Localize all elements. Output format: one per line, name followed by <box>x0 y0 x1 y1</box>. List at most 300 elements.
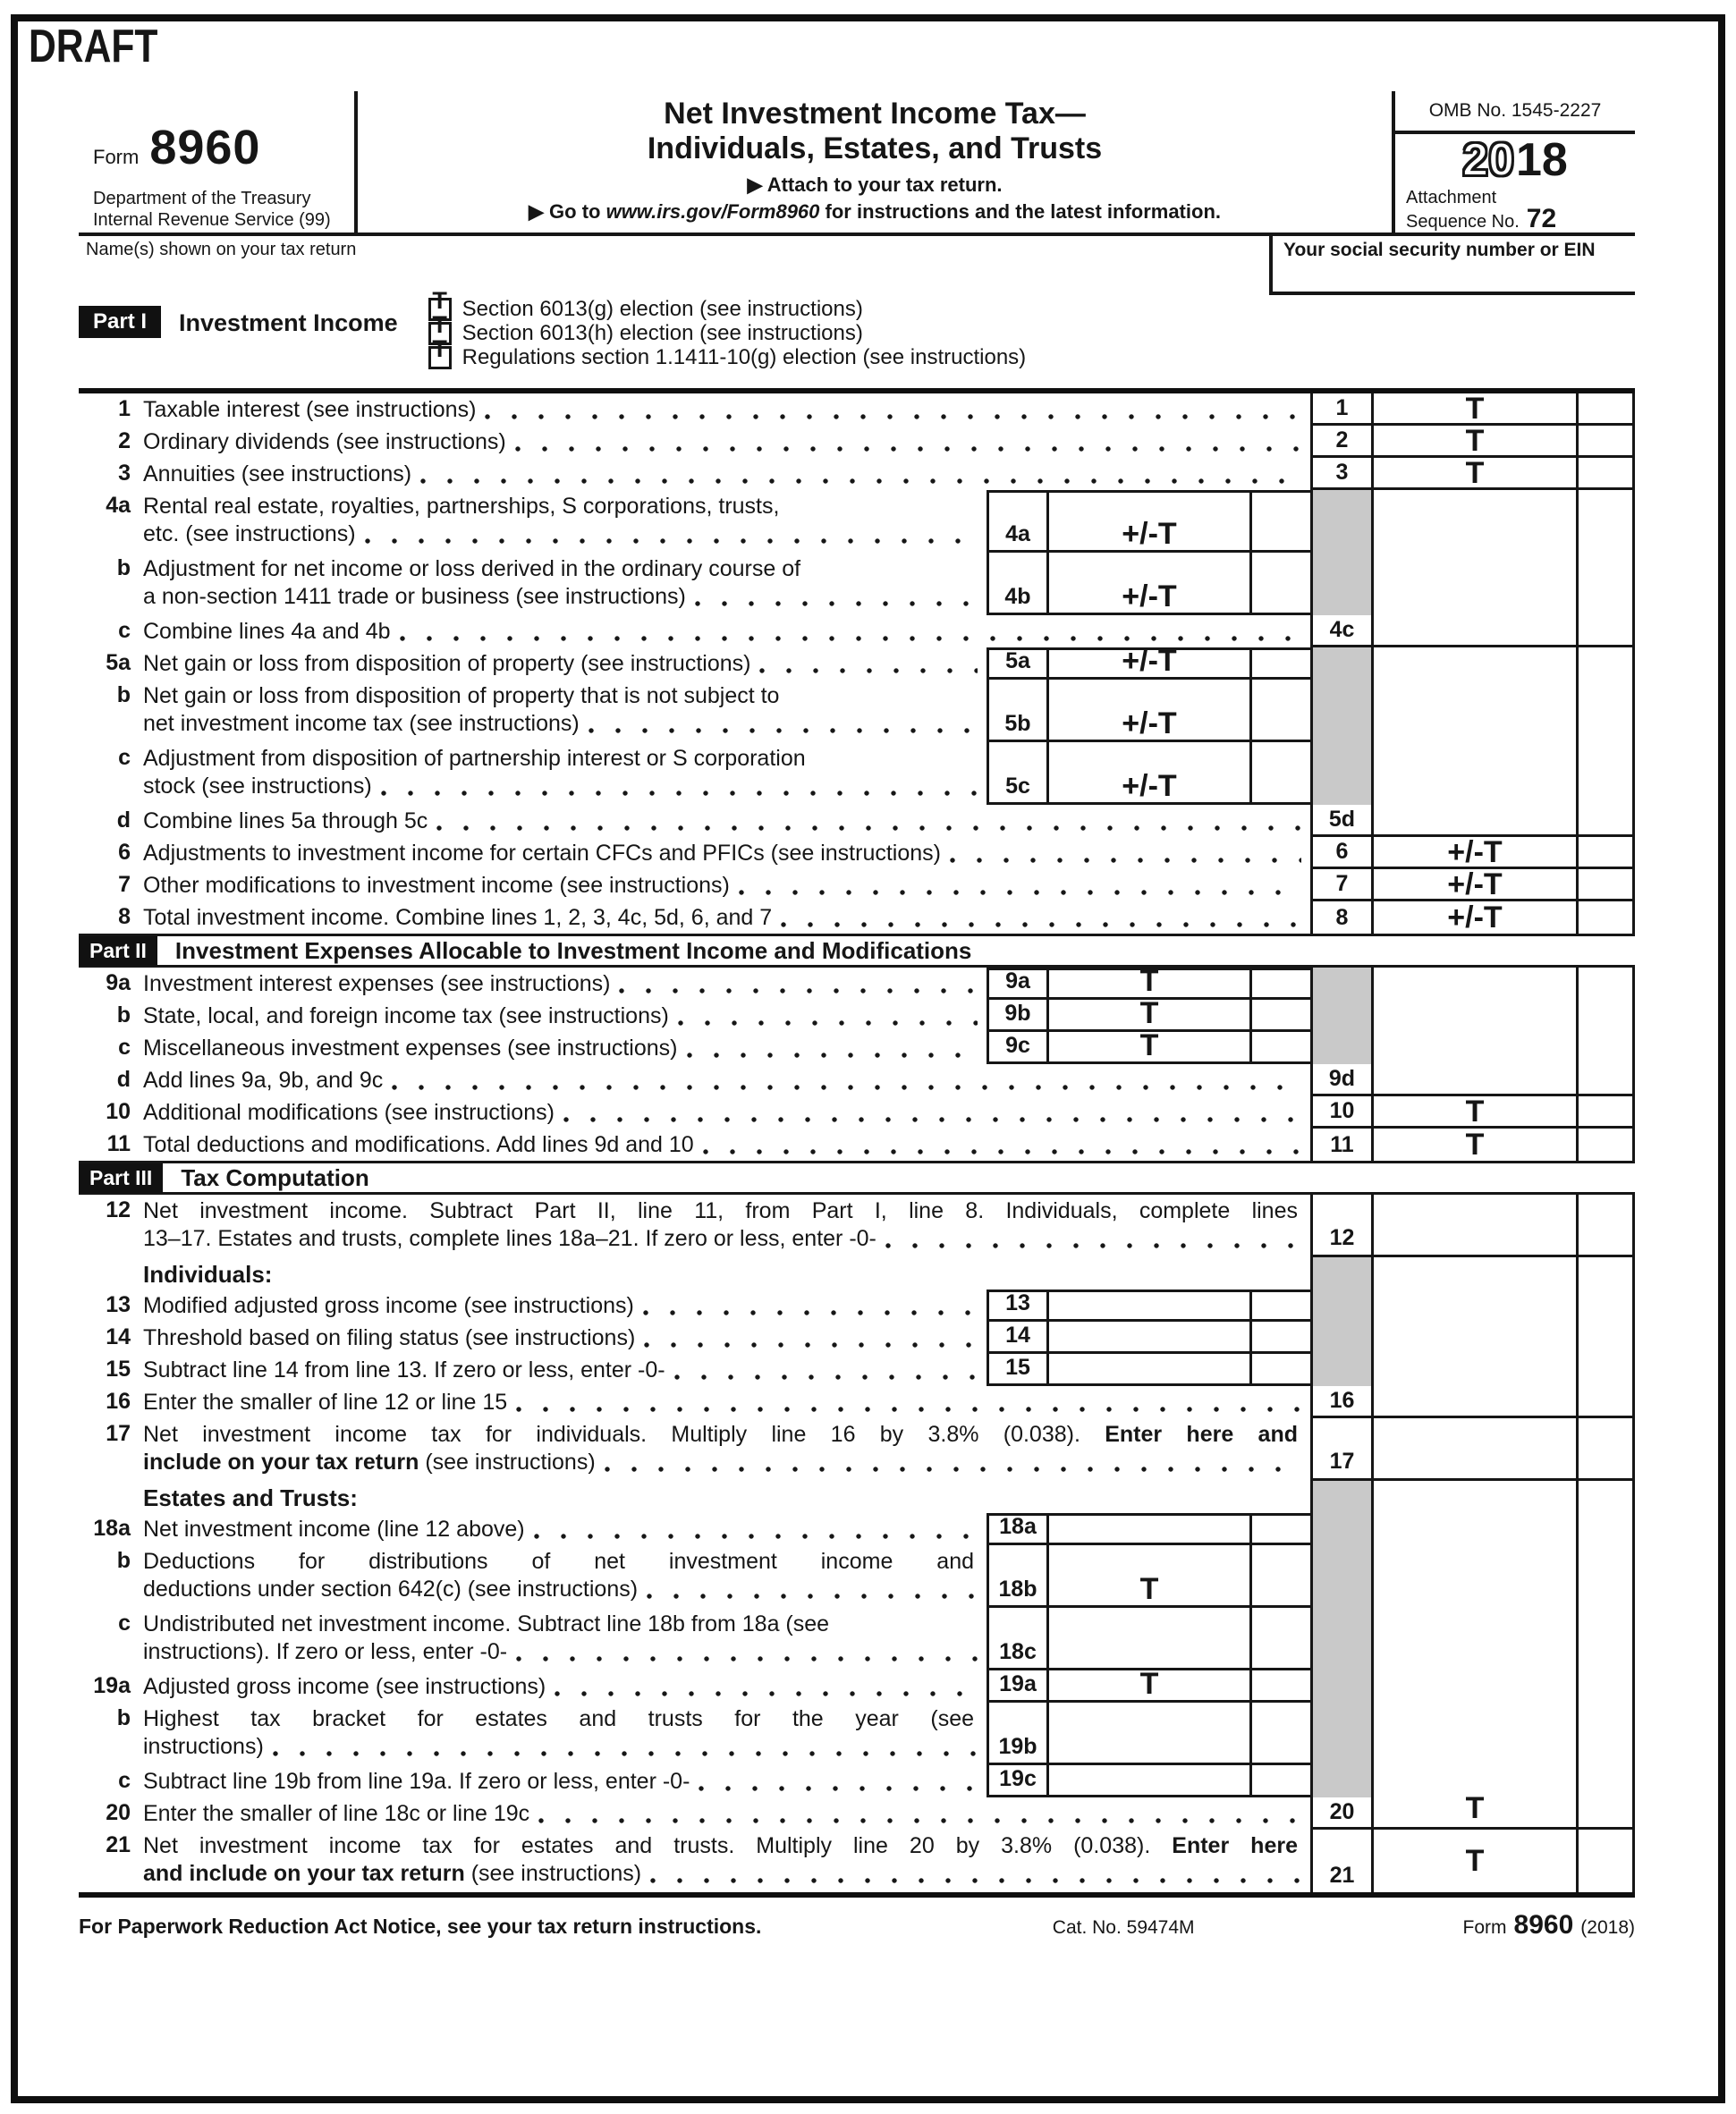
line-13-row <box>79 1290 1310 1322</box>
t-mark: T <box>1465 455 1485 490</box>
estates-heading: Estates and Trusts: <box>143 1484 358 1511</box>
line-11-row <box>79 1129 1635 1161</box>
line-5d-box-label-column <box>1310 647 1371 837</box>
part-3-title: Tax Computation <box>181 1163 369 1191</box>
line-20-box-label: 20 <box>1329 1799 1355 1824</box>
t-mark: T <box>432 334 447 362</box>
line-5d-row <box>79 805 1310 837</box>
line-number: d <box>116 1067 131 1092</box>
line-description: Miscellaneous investment expenses (see instructions) <box>143 1036 678 1061</box>
line-number: c <box>118 1611 131 1636</box>
line-9b-box-label: 9b <box>987 1000 1046 1032</box>
plus-minus-t-mark: +/-T <box>1122 517 1177 551</box>
tax-year-bold: 18 <box>1516 134 1568 186</box>
part-2-header <box>79 934 1635 968</box>
line-6-cents-cell[interactable] <box>1576 837 1635 869</box>
line-3-cents-cell[interactable] <box>1576 458 1635 490</box>
line-number: c <box>118 1035 131 1060</box>
form-number: 8960 <box>149 121 261 174</box>
line-number: 16 <box>106 1389 131 1414</box>
footer-form-year: (2018) <box>1580 1917 1635 1938</box>
line-5b-box-label: 5b <box>987 680 1046 742</box>
line-description: Adjustment for net income or loss derived in the ordinary course of <box>143 556 801 581</box>
line-12-row: 12 Net investment income. Subtract Part II, line 11, from Part I, line 8. Individuals, complete lines 13–17. Estates and trusts, complete lines 18a–21. If zero or less, enter -0- 12 <box>79 1195 1635 1257</box>
plus-minus-t-mark: +/-T <box>1122 579 1177 613</box>
catalog-number: Cat. No. 59474M <box>1052 1917 1195 1938</box>
line-number: 12 <box>106 1197 131 1222</box>
line-description: Net gain or loss from disposition of property (see instructions) <box>143 651 751 676</box>
line-14-row <box>79 1322 1310 1354</box>
line-11-box-label: 11 <box>1310 1129 1371 1161</box>
line-17-amount-cell[interactable] <box>1371 1418 1576 1481</box>
line-18a-amount-cell[interactable] <box>1046 1513 1249 1545</box>
attachment-sequence: Attachment Sequence No. 72 <box>1406 188 1557 233</box>
tax-year-outline: 20 <box>1462 134 1514 186</box>
name-ssn-row <box>79 233 1635 295</box>
line-5a-row <box>79 644 1310 680</box>
line-3-box-label: 3 <box>1310 458 1371 490</box>
ssn-label: Your social security number or EIN <box>1283 240 1596 260</box>
line-21-row: 21 Net investment income tax for estates and trusts. Multiply line 20 by 3.8% (0.038). Enter here and include on your tax return (see instructions) 21 T <box>79 1830 1635 1892</box>
line-8-box-label: 8 <box>1310 901 1371 934</box>
dot-leader <box>950 858 1301 863</box>
line-4c-box-label-column <box>1310 490 1371 647</box>
dot-leader <box>605 1467 1301 1472</box>
line-description: Adjusted gross income (see instructions) <box>143 1674 546 1699</box>
individuals-heading: Individuals: <box>143 1261 273 1288</box>
dot-leader <box>643 1310 978 1315</box>
line-description: Enter the smaller of line 12 or line 15 <box>143 1390 508 1415</box>
shaded-cell <box>1313 968 1371 1064</box>
line-2-amount-cell[interactable] <box>1371 423 1576 458</box>
line-number: 18a <box>93 1516 131 1541</box>
line-4a-row: 4a Rental real estate, royalties, partnerships, S corporations, trusts, etc. (see instructions) 4a +/-T <box>79 490 1310 553</box>
shaded-cell <box>1313 647 1371 805</box>
line-number: 21 <box>106 1832 131 1857</box>
line-description: Undistributed net investment income. Subtract line 18b from 18a (see <box>143 1611 830 1636</box>
line-12-amount-cell[interactable] <box>1371 1195 1576 1257</box>
part-1-title: Investment Income <box>179 309 398 336</box>
line-4c-cents-cell[interactable] <box>1576 490 1635 647</box>
line-19a-amount-cell[interactable] <box>1046 1667 1249 1703</box>
line-description: Annuities (see instructions) <box>143 461 412 486</box>
t-checkbox-icon[interactable] <box>428 334 452 369</box>
line-description: Enter the smaller of line 18c or line 19c <box>143 1801 530 1826</box>
t-mark: T <box>1465 1094 1485 1129</box>
goto-note: ▶ Go to www.irs.gov/Form8960 for instructions and the latest information. <box>529 200 1221 223</box>
form-title-line1: Net Investment Income Tax— <box>664 97 1086 131</box>
line-21-cents-cell[interactable] <box>1576 1830 1635 1892</box>
line-4c-box-label: 4c <box>1329 617 1355 642</box>
line-number: b <box>116 1002 131 1027</box>
line-number: 3 <box>118 461 131 486</box>
line-number: c <box>118 745 131 770</box>
plus-minus-t-mark: +/-T <box>1122 706 1177 740</box>
line-19a-cents-cell[interactable] <box>1249 1670 1310 1703</box>
line-15-amount-cell[interactable] <box>1046 1354 1249 1386</box>
line-19b-amount-cell[interactable] <box>1046 1703 1249 1765</box>
line-number: 6 <box>118 840 131 865</box>
line-description: Combine lines 4a and 4b <box>143 619 391 644</box>
line-number: b <box>116 1705 131 1730</box>
line-15-box-label: 15 <box>987 1354 1046 1386</box>
part-1-header <box>79 286 1635 388</box>
t-mark: T <box>1139 1028 1159 1062</box>
line-1-row <box>79 393 1635 426</box>
line-19b-row: b Highest tax bracket for estates and trusts for the year (see instructions) 19b <box>79 1703 1310 1765</box>
form-title-block <box>358 91 1392 233</box>
line-9d-box-label: 9d <box>1328 1066 1356 1091</box>
line-14-box-label: 14 <box>987 1322 1046 1354</box>
line-1-box-label: 1 <box>1310 393 1371 426</box>
line-4a-box-label: 4a <box>987 490 1046 553</box>
line-14-amount-cell[interactable] <box>1046 1322 1249 1354</box>
line-7-cents-cell[interactable] <box>1576 869 1635 901</box>
line-description: Taxable interest (see instructions) <box>143 397 477 422</box>
line-number: 1 <box>118 396 131 421</box>
t-mark: T <box>432 310 447 338</box>
plus-minus-t-mark: +/-T <box>1447 867 1503 901</box>
line-2-box-label: 2 <box>1310 426 1371 458</box>
line-10-box-label: 10 <box>1310 1096 1371 1129</box>
line-16-box-label-column <box>1310 1257 1371 1418</box>
line-17-cents-cell[interactable] <box>1576 1418 1635 1481</box>
form-footer <box>79 1898 1635 1941</box>
line-1-cents-cell[interactable] <box>1576 393 1635 426</box>
dot-leader <box>273 1751 978 1756</box>
line-8-row <box>79 901 1635 934</box>
dot-leader <box>555 1691 978 1696</box>
dot-leader <box>436 825 1301 831</box>
name-label: Name(s) shown on your tax return <box>86 240 357 259</box>
dot-leader <box>619 988 978 994</box>
tax-year <box>1395 134 1635 186</box>
line-20-box-label-column <box>1310 1481 1371 1830</box>
line-5c-row: c Adjustment from disposition of partnership interest or S corporation stock (see instructions) 5c +/-T <box>79 742 1310 805</box>
line-3-row <box>79 455 1635 490</box>
form-header <box>79 91 1635 233</box>
dot-leader <box>678 1020 978 1026</box>
t-mark: T <box>1465 391 1485 426</box>
line-4a-amount-cell[interactable] <box>1046 490 1249 553</box>
line-13-amount-cell[interactable] <box>1046 1290 1249 1322</box>
dot-leader <box>516 1656 978 1662</box>
dot-leader <box>365 538 978 544</box>
line-number: 8 <box>118 904 131 929</box>
form-word: Form <box>93 146 140 168</box>
line-20-cents-cell[interactable] <box>1576 1481 1635 1830</box>
footer-form-id: Form 8960 (2018) <box>1462 1910 1635 1940</box>
line-9c-box-label: 9c <box>987 1032 1046 1064</box>
t-mark: T <box>1139 1667 1159 1701</box>
line-description: Rental real estate, royalties, partnerships, S corporations, trusts, <box>143 494 780 519</box>
line-description: Highest tax bracket for estates and trusts for the year (see <box>143 1706 974 1731</box>
shaded-cell <box>1313 490 1371 615</box>
line-18c-cents-cell[interactable] <box>1249 1608 1310 1670</box>
omb-year-block <box>1392 91 1635 233</box>
line-4c-amount-cell[interactable] <box>1371 490 1576 647</box>
line-16-cents-cell[interactable] <box>1576 1257 1635 1418</box>
footer-form-number: 8960 <box>1513 1910 1574 1940</box>
line-2-row <box>79 423 1635 458</box>
line-12-cents-cell[interactable] <box>1576 1195 1635 1257</box>
line-5c-cents-cell[interactable] <box>1249 742 1310 805</box>
line-number: 10 <box>106 1099 131 1124</box>
dot-leader <box>381 791 978 796</box>
line-19c-cents-cell[interactable] <box>1249 1765 1310 1797</box>
line-15-cents-cell[interactable] <box>1249 1354 1310 1386</box>
line-number: 4a <box>106 493 131 518</box>
line-description: Modified adjusted gross income (see instructions) <box>143 1293 634 1318</box>
dot-leader <box>420 478 1301 484</box>
line-5a-amount-cell[interactable] <box>1046 644 1249 680</box>
t-mark: T <box>1139 964 1159 998</box>
line-5a-box-label: 5a <box>987 647 1046 680</box>
line-9a-box-label: 9a <box>987 968 1046 1000</box>
line-number: 5a <box>106 650 131 675</box>
line-19a-box-label: 19a <box>987 1670 1046 1703</box>
line-1-amount-cell[interactable] <box>1371 393 1576 426</box>
line-9b-amount-cell[interactable] <box>1046 996 1249 1032</box>
line-18c-row: c Undistributed net investment income. Subtract line 18b from 18a (see instructions). If zero or less, enter -0- 18c <box>79 1608 1310 1670</box>
line-number: b <box>116 682 131 707</box>
irs-url: www.irs.gov/Form8960 <box>605 200 820 223</box>
line-7-box-label: 7 <box>1310 869 1371 901</box>
line-5d-cents-cell[interactable] <box>1576 647 1635 837</box>
dot-leader <box>695 601 978 606</box>
line-19b-box-label: 19b <box>987 1703 1046 1765</box>
t-mark: T <box>1465 423 1485 458</box>
line-number: c <box>118 618 131 643</box>
line-5a-cents-cell[interactable] <box>1249 647 1310 680</box>
dot-leader <box>538 1818 1301 1823</box>
line-5c-box-label: 5c <box>987 742 1046 805</box>
election-1411-10g <box>428 334 1027 369</box>
line-description: State, local, and foreign income tax (see instructions) <box>143 1003 669 1028</box>
line-18b-row: b Deductions for distributions of net investment income and deductions under section 642(c) (see instructions) 18b T <box>79 1545 1310 1608</box>
omb-number: OMB No. 1545-2227 <box>1395 91 1635 134</box>
t-mark: T <box>1465 1128 1485 1162</box>
line-5-block <box>79 644 1635 837</box>
line-5c-amount-cell[interactable] <box>1046 742 1249 805</box>
line-9a-cents-cell[interactable] <box>1249 968 1310 1000</box>
dot-leader <box>759 668 978 673</box>
line-7-amount-cell[interactable] <box>1371 869 1576 901</box>
line-9d-amount-cell[interactable] <box>1371 968 1576 1096</box>
line-5b-amount-cell[interactable] <box>1046 680 1249 742</box>
line-16-row <box>79 1386 1310 1418</box>
line-18a-box-label: 18a <box>987 1513 1046 1545</box>
line-10-row <box>79 1096 1635 1129</box>
line-18a-row <box>79 1513 1310 1545</box>
dot-leader <box>650 1878 1301 1883</box>
dot-leader <box>485 414 1301 419</box>
line-17-box-label: 17 <box>1310 1418 1371 1481</box>
line-21-amount-cell[interactable] <box>1371 1830 1576 1892</box>
t-mark: T <box>1465 1844 1485 1878</box>
dot-leader <box>644 1342 978 1348</box>
line-description: Additional modifications (see instructions) <box>143 1100 555 1125</box>
line-18c-box-label: 18c <box>987 1608 1046 1670</box>
line-21-box-label: 21 <box>1310 1830 1371 1892</box>
line-number: 13 <box>106 1292 131 1317</box>
line-description: Total deductions and modifications. Add lines 9d and 10 <box>143 1132 694 1157</box>
line-6-amount-cell[interactable] <box>1371 834 1576 869</box>
line-description: Other modifications to investment income (see instructions) <box>143 873 730 898</box>
line-19b-cents-cell[interactable] <box>1249 1703 1310 1765</box>
line-description: Total investment income. Combine lines 1, 2, 3, 4c, 5d, 6, and 7 <box>143 905 773 930</box>
line-number: b <box>116 555 131 580</box>
dot-leader <box>392 1085 1301 1090</box>
dot-leader <box>563 1117 1301 1122</box>
estates-heading-row <box>79 1481 1310 1513</box>
line-11-amount-cell[interactable] <box>1371 1129 1576 1161</box>
line-13-box-label: 13 <box>987 1290 1046 1322</box>
line-5b-row: b Net gain or loss from disposition of property that is not subject to net investment income tax (see instructions) 5b +/-T <box>79 680 1310 742</box>
dot-leader <box>647 1594 978 1599</box>
line-number: c <box>118 1768 131 1793</box>
line-4b-box-label: 4b <box>987 553 1046 615</box>
line-description: Combine lines 5a through 5c <box>143 808 428 833</box>
line-number: d <box>116 808 131 833</box>
line-description: Net investment income tax for individuals. Multiply line 16 by 3.8% (0.038). Enter here and <box>143 1422 1298 1447</box>
line-description: Investment interest expenses (see instructions) <box>143 971 611 996</box>
line-9-block <box>79 964 1635 1096</box>
line-description: Threshold based on filing status (see instructions) <box>143 1325 636 1350</box>
t-mark: T <box>432 286 447 314</box>
line-4a-cents-cell[interactable] <box>1249 490 1310 553</box>
form-title-line2: Individuals, Estates, and Trusts <box>647 131 1103 165</box>
line-number: 20 <box>106 1800 131 1825</box>
line-5d-amount-cell[interactable] <box>1371 647 1576 837</box>
form-id-block <box>79 91 358 233</box>
election-6013h <box>428 310 1027 345</box>
line-number: b <box>116 1548 131 1573</box>
line-9a-row <box>79 964 1310 1000</box>
line-18b-cents-cell[interactable] <box>1249 1545 1310 1608</box>
t-mark: T <box>1139 996 1159 1030</box>
line-13-cents-cell[interactable] <box>1249 1290 1310 1322</box>
line-4c-row <box>79 615 1310 647</box>
line-3-amount-cell[interactable] <box>1371 455 1576 490</box>
line-description: Net investment income (line 12 above) <box>143 1517 525 1542</box>
part-2-title: Investment Expenses Allocable to Investment Income and Modifications <box>174 936 972 964</box>
name-input-area[interactable] <box>79 236 1269 295</box>
line-15-row <box>79 1354 1310 1386</box>
attach-note: ▶ Attach to your tax return. <box>747 173 1003 196</box>
line-18b-amount-cell[interactable] <box>1046 1545 1249 1608</box>
dot-leader <box>534 1534 978 1539</box>
line-number: 7 <box>118 872 131 897</box>
line-19c-row <box>79 1765 1310 1797</box>
line-number: 2 <box>118 428 131 453</box>
line-12-box-label: 12 <box>1310 1195 1371 1257</box>
line-9b-row <box>79 996 1310 1032</box>
part-3-badge: Part III <box>79 1163 163 1193</box>
line-20-amount-cell[interactable] <box>1371 1481 1576 1830</box>
dot-leader <box>703 1149 1301 1154</box>
dot-leader <box>589 728 978 733</box>
service-label: Internal Revenue Service (99) <box>93 210 331 230</box>
draft-watermark: DRAFT <box>29 21 158 72</box>
shaded-cell <box>1313 1257 1371 1386</box>
dot-leader <box>674 1374 978 1380</box>
line-9d-cents-cell[interactable] <box>1576 968 1635 1096</box>
plus-minus-t-mark: +/-T <box>1447 901 1503 934</box>
line-11-cents-cell[interactable] <box>1576 1129 1635 1161</box>
line-8-cents-cell[interactable] <box>1576 901 1635 934</box>
t-mark: T <box>1465 1791 1485 1825</box>
line-4b-amount-cell[interactable] <box>1046 553 1249 615</box>
dot-leader <box>885 1243 1301 1248</box>
line-9c-row <box>79 1028 1310 1064</box>
line-4b-cents-cell[interactable] <box>1249 553 1310 615</box>
plus-minus-t-mark: +/-T <box>1122 769 1177 803</box>
line-9c-cents-cell[interactable] <box>1249 1032 1310 1064</box>
line-number: 14 <box>106 1324 131 1349</box>
plus-minus-t-mark: +/-T <box>1122 644 1177 678</box>
line-14-cents-cell[interactable] <box>1249 1322 1310 1354</box>
line-7-row <box>79 869 1635 901</box>
line-6-row <box>79 834 1635 869</box>
line-9c-amount-cell[interactable] <box>1046 1028 1249 1064</box>
line-number: 19a <box>93 1673 131 1698</box>
line-9a-amount-cell[interactable] <box>1046 964 1249 1000</box>
line-16-box-label: 16 <box>1329 1388 1355 1413</box>
individuals-heading-row <box>79 1257 1310 1290</box>
line-2-cents-cell[interactable] <box>1576 426 1635 458</box>
dot-leader <box>781 922 1301 927</box>
paperwork-notice: For Paperwork Reduction Act Notice, see your tax return instructions. <box>79 1915 762 1938</box>
line-number: 11 <box>106 1131 131 1156</box>
line-description: Adjustments to investment income for certain CFCs and PFICs (see instructions) <box>143 841 941 866</box>
estates-block <box>79 1481 1635 1830</box>
line-4b-row: b Adjustment for net income or loss derived in the ordinary course of a non-section 1411 trade or business (see instructions) 4b +/-T <box>79 553 1310 615</box>
election-list <box>428 286 1027 369</box>
line-description: Deductions for distributions of net investment income and <box>143 1549 974 1574</box>
t-mark: T <box>1139 1572 1159 1606</box>
line-18c-amount-cell[interactable] <box>1046 1608 1249 1670</box>
line-5d-box-label: 5d <box>1328 807 1356 832</box>
line-19c-amount-cell[interactable] <box>1046 1765 1249 1797</box>
shaded-cell <box>1313 1481 1371 1797</box>
line-description: Adjustment from disposition of partnership interest or S corporation <box>143 746 806 771</box>
dot-leader <box>516 1407 1301 1412</box>
election-label: Section 6013(h) election (see instructions) <box>462 320 863 345</box>
line-18a-cents-cell[interactable] <box>1249 1513 1310 1545</box>
election-6013g <box>428 286 1027 321</box>
line-19a-row <box>79 1667 1310 1703</box>
ssn-input-area[interactable] <box>1269 236 1635 295</box>
line-9b-cents-cell[interactable] <box>1249 1000 1310 1032</box>
part-1-badge: Part I <box>79 306 161 338</box>
part-2-badge: Part II <box>79 936 157 966</box>
individuals-block <box>79 1257 1635 1418</box>
line-description: Add lines 9a, 9b, and 9c <box>143 1068 384 1093</box>
line-9d-box-label-column <box>1310 968 1371 1096</box>
line-8-amount-cell[interactable] <box>1371 901 1576 934</box>
line-9d-row <box>79 1064 1310 1096</box>
line-16-amount-cell[interactable] <box>1371 1257 1576 1418</box>
line-description: Ordinary dividends (see instructions) <box>143 429 506 454</box>
part-3-header <box>79 1161 1635 1195</box>
line-10-cents-cell[interactable] <box>1576 1096 1635 1129</box>
election-label: Regulations section 1.1411-10(g) election (see instructions) <box>462 344 1027 369</box>
line-5b-cents-cell[interactable] <box>1249 680 1310 742</box>
election-label: Section 6013(g) election (see instructions) <box>462 296 863 321</box>
line-10-amount-cell[interactable] <box>1371 1096 1576 1129</box>
line-18b-box-label: 18b <box>987 1545 1046 1608</box>
